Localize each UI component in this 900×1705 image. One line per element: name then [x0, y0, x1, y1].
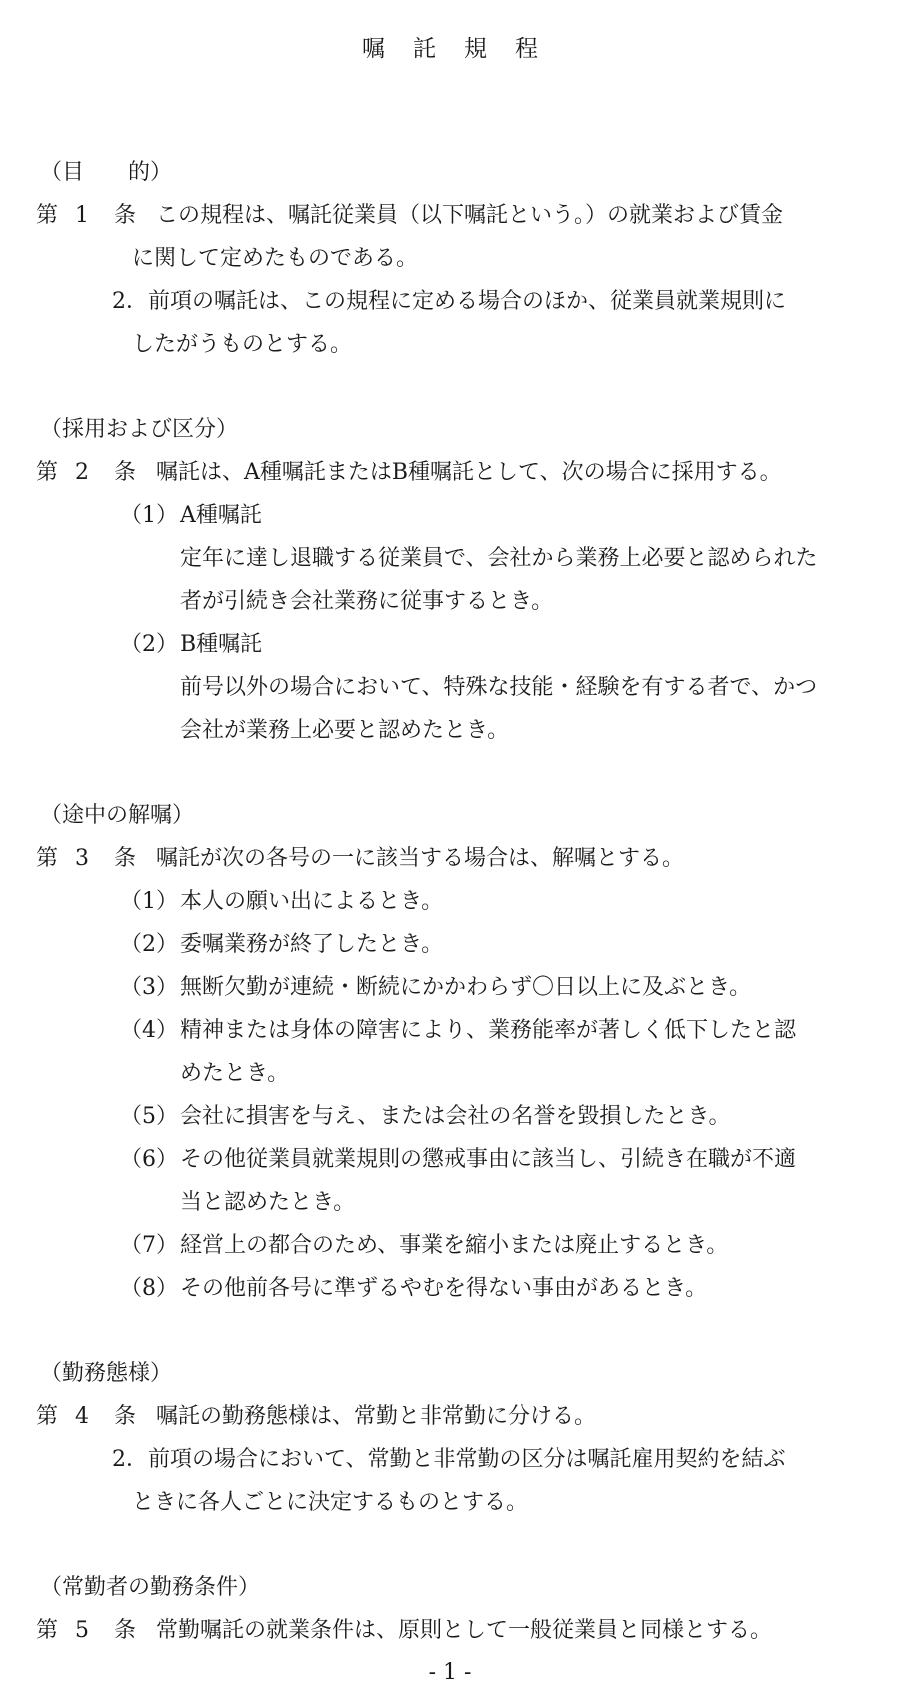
- article-3-heading: （途中の解嘱）: [40, 803, 195, 828]
- article-suffix: 条: [114, 1404, 137, 1429]
- article-5-text: 常勤嘱託の就業条件は、原則として一般従業員と同様とする。: [156, 1618, 773, 1643]
- item-body: 定年に達し退職する従業員で、会社から業務上必要と認められた: [180, 546, 818, 571]
- item-text: 精神または身体の障害により、業務能率が著しく低下したと認: [180, 1018, 797, 1043]
- document-title: [0, 30, 900, 63]
- item-text: 会社に損害を与え、または会社の名誉を毀損したとき。: [180, 1104, 731, 1129]
- item-text: その他前各号に準ずるやむを得ない事由があるとき。: [180, 1276, 708, 1301]
- item-body: 者が引続き会社業務に従事するとき。: [180, 589, 554, 614]
- article-1-number: [36, 203, 154, 229]
- article-suffix: 条: [114, 460, 137, 485]
- article-num: 4: [75, 1404, 89, 1429]
- article-num: 1: [75, 203, 89, 228]
- article-num: 2: [75, 460, 89, 485]
- item-text: 無断欠勤が連続・断続にかかわらず〇日以上に及ぶとき。: [180, 975, 752, 1000]
- item-text-cont: 当と認めたとき。: [180, 1190, 356, 1215]
- article-prefix: 第: [36, 203, 59, 228]
- article-1-para2-cont: したがうものとする。: [132, 332, 353, 357]
- page-number: - 1 -: [428, 1660, 472, 1685]
- article-suffix: 条: [114, 203, 137, 228]
- article-4-para2-cont: ときに各人ごとに決定するものとする。: [132, 1490, 529, 1515]
- item-label: A種嘱託: [180, 503, 262, 528]
- item-label: B種嘱託: [180, 632, 263, 657]
- item-text: 委嘱業務が終了したとき。: [180, 932, 444, 957]
- item-text: その他従業員就業規則の懲戒事由に該当し、引続き在職が不適: [180, 1147, 797, 1172]
- article-prefix: 第: [36, 846, 59, 871]
- item-text: 本人の願い出によるとき。: [180, 889, 444, 914]
- article-5-heading: （常勤者の勤務条件）: [40, 1575, 261, 1600]
- item-number: （3）: [120, 975, 178, 1000]
- article-4-heading: （勤務態様）: [40, 1361, 173, 1386]
- article-num: 3: [75, 846, 89, 871]
- article-3-number: [36, 846, 154, 872]
- item-number: （2）: [120, 932, 178, 957]
- item-number: （1）: [120, 889, 178, 914]
- article-1-heading: （目 的）: [40, 160, 173, 185]
- item-number: （6）: [120, 1147, 178, 1172]
- article-suffix: 条: [114, 1618, 137, 1643]
- item-number: （1）: [120, 503, 178, 528]
- article-4-para2: 2．前項の場合において、常勤と非常勤の区分は嘱託雇用契約を結ぶ: [112, 1447, 786, 1472]
- item-number: （2）: [120, 632, 178, 657]
- item-number: （4）: [120, 1018, 178, 1043]
- item-text: 経営上の都合のため、事業を縮小または廃止するとき。: [180, 1233, 729, 1258]
- article-3-text: 嘱託が次の各号の一に該当する場合は、解嘱とする。: [156, 846, 685, 871]
- article-5-number: [36, 1618, 154, 1644]
- article-1-text-cont: に関して定めたものである。: [132, 246, 419, 271]
- article-num: 5: [75, 1618, 89, 1643]
- article-prefix: 第: [36, 1618, 59, 1643]
- article-2-text: 嘱託は、A種嘱託またはB種嘱託として、次の場合に採用する。: [156, 460, 782, 485]
- item-text-cont: めたとき。: [180, 1061, 290, 1086]
- article-4-text: 嘱託の勤務態様は、常勤と非常勤に分ける。: [156, 1404, 597, 1429]
- title-char: 託: [413, 36, 436, 62]
- title-char: 嘱: [362, 36, 385, 62]
- article-2-heading: （採用および区分）: [40, 417, 239, 442]
- title-char: 規: [464, 36, 487, 62]
- title-char: 程: [515, 36, 538, 62]
- item-number: （7）: [120, 1233, 178, 1258]
- article-2-number: [36, 460, 154, 486]
- article-prefix: 第: [36, 1404, 59, 1429]
- article-4-number: [36, 1404, 154, 1430]
- article-suffix: 条: [114, 846, 137, 871]
- article-1-text: この規程は、嘱託従業員（以下嘱託という。）の就業および賃金: [156, 203, 784, 228]
- item-number: （5）: [120, 1104, 178, 1129]
- item-number: （8）: [120, 1276, 178, 1301]
- item-body: 会社が業務上必要と認めたとき。: [180, 718, 510, 743]
- item-body: 前号以外の場合において、特殊な技能・経験を有する者で、かつ: [180, 675, 818, 700]
- article-1-para2: 2．前項の嘱託は、この規程に定める場合のほか、従業員就業規則に: [112, 289, 786, 314]
- article-prefix: 第: [36, 460, 59, 485]
